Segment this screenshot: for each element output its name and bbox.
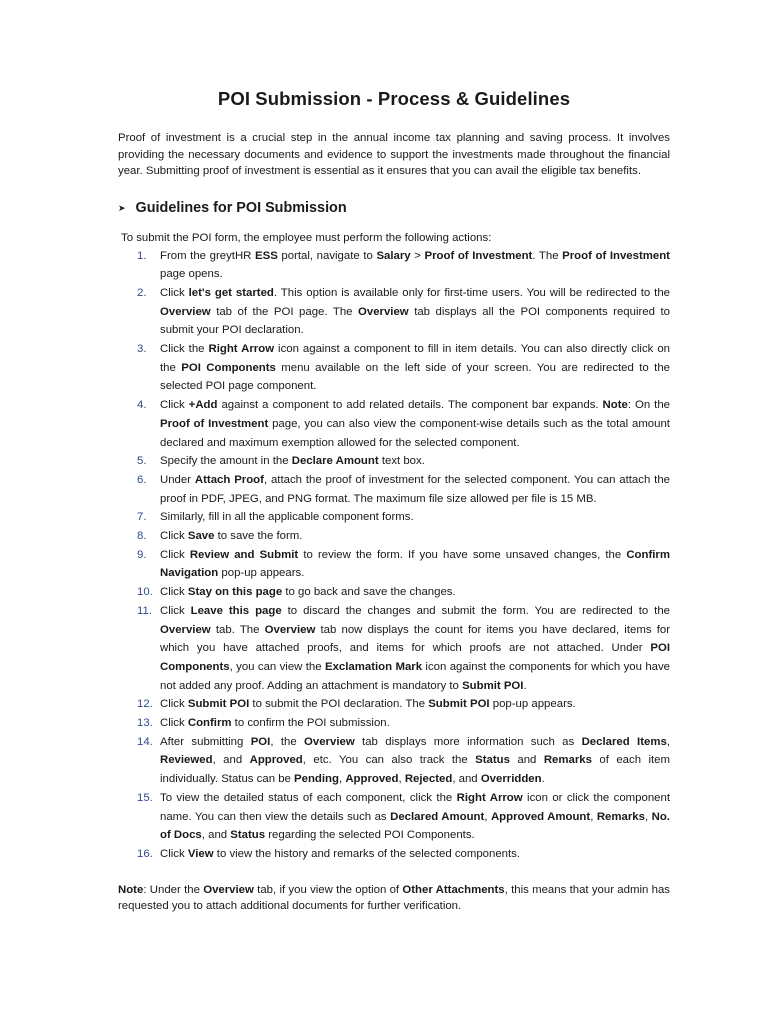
step-number: 10. <box>137 586 153 599</box>
bold-term: Attach Proof <box>194 473 264 486</box>
text-run: tab now displays the count for items you have declared, items for which you have attached proofs, and items for which proofs are not attached. Under <box>160 623 670 655</box>
text-run: Click <box>160 530 188 543</box>
section-heading <box>118 200 670 216</box>
text-run: to view the history and remarks of the selected components. <box>213 848 521 860</box>
bold-term: Overview <box>160 305 211 318</box>
bold-term: Overview <box>304 735 355 748</box>
text-run: , <box>590 810 597 823</box>
bold-term: Approved <box>345 773 399 786</box>
step-number: 8. <box>137 530 147 543</box>
text-run: Click <box>160 586 188 599</box>
bold-term: Note <box>118 883 144 896</box>
text-run: Similarly, fill in all the applicable component forms. <box>160 511 414 524</box>
text-run: to submit the POI declaration. The <box>249 698 429 711</box>
bold-term: Save <box>187 530 215 543</box>
text-run: , <box>338 773 346 786</box>
step-item <box>137 284 671 340</box>
step-item <box>137 396 671 452</box>
text-run: Click <box>160 848 188 860</box>
bold-term: ESS <box>255 249 278 262</box>
step-number: 1. <box>137 249 147 262</box>
step-number: 15. <box>137 791 153 804</box>
bold-term: Overview <box>203 883 254 896</box>
step-number: 3. <box>137 343 147 356</box>
text-run: page, you can also view the component-wise details such as the total amount declared and maximum exemption allowed for the selected component. <box>160 417 670 449</box>
arrow-bullet-icon: ➤ <box>118 203 126 213</box>
bold-term: Submit POI <box>428 698 490 711</box>
bold-term: Reviewed <box>160 754 213 767</box>
bold-term: Approved <box>249 754 303 767</box>
text-run: . <box>541 773 545 786</box>
text-run: to save the form. <box>214 530 303 543</box>
bold-term: Exclamation Mark <box>324 660 423 673</box>
bold-term: Proof of Investment <box>562 249 670 262</box>
step-text <box>160 287 670 336</box>
step-item <box>137 527 670 546</box>
text-run: regarding the selected POI Components. <box>265 829 475 842</box>
bold-term: POI Components <box>181 361 276 374</box>
bold-term: Rejected <box>404 773 453 786</box>
page-title: POI Submission - Process & Guidelines <box>217 88 571 109</box>
text-run: : Under the <box>143 883 204 896</box>
bold-term: No. of Docs <box>160 810 670 842</box>
bold-term: +Add <box>188 399 218 412</box>
text-run: , and <box>452 773 481 786</box>
text-run: icon against the components for which you have not added any proof. Adding an attachment is mandatory to <box>160 660 671 692</box>
text-run: Specify the amount in the <box>160 455 292 468</box>
text-run: To view the detailed status of each component, click the <box>160 791 457 804</box>
text-run: text box. <box>378 455 425 468</box>
text-run: page opens. <box>160 268 223 281</box>
step-item <box>137 508 670 527</box>
bold-term: Status <box>230 829 266 842</box>
text-run: tab displays all the POI components required to submit your POI declaration. <box>160 305 670 337</box>
step-item <box>137 714 670 733</box>
step-item <box>137 789 670 845</box>
text-run: , and <box>212 754 250 767</box>
text-run: , you can view the <box>229 660 325 673</box>
text-run: , <box>484 810 491 823</box>
step-number: 5. <box>137 455 147 468</box>
step-text <box>160 549 670 580</box>
bold-term: Right Arrow <box>456 791 523 804</box>
step-item <box>137 452 670 471</box>
text-run: Click <box>160 548 190 561</box>
step-item <box>137 546 670 583</box>
text-run: to review the form. If you have some unsaved changes, the <box>298 548 627 561</box>
step-text <box>160 848 520 860</box>
step-number: 9. <box>137 548 147 561</box>
step-item <box>137 471 670 508</box>
step-item <box>137 340 670 396</box>
step-text <box>160 605 670 692</box>
step-text <box>160 399 670 448</box>
text-run: pop-up appears. <box>218 567 305 580</box>
bold-term: Leave this page <box>190 604 282 617</box>
step-item <box>137 695 670 714</box>
text-run: . This option is available only for first-time users. You will be redirected to the <box>273 286 671 299</box>
step-text <box>160 530 302 542</box>
step-number: 7. <box>137 511 147 524</box>
bold-term: Confirm <box>187 717 232 730</box>
text-run: tab displays more information such as <box>354 735 582 748</box>
bold-term: Confirm Navigation <box>160 548 670 580</box>
step-text <box>160 474 670 505</box>
steps-list <box>118 247 670 864</box>
bold-term: Pending <box>294 773 339 786</box>
bold-term: Proof of Investment <box>424 249 533 262</box>
step-text <box>160 792 670 841</box>
text-run: , etc. You can also track the <box>302 754 476 767</box>
text-run: Click <box>160 286 189 299</box>
bold-term: Review and Submit <box>189 548 299 561</box>
step-number: 14. <box>137 735 153 748</box>
text-run: , the <box>270 735 305 748</box>
text-run: portal, navigate to <box>277 249 377 262</box>
text-run: tab, if you view the option of <box>253 883 403 896</box>
bold-term: Remarks <box>543 754 592 767</box>
step-item <box>137 845 670 864</box>
text-run: . The <box>532 249 563 262</box>
text-run: to discard the changes and submit the form. You are redirected to the <box>281 604 671 617</box>
step-item <box>137 583 670 602</box>
text-run: , this means that your admin has requested you to attach additional documents for further verification. <box>118 883 670 913</box>
step-number: 16. <box>137 848 153 860</box>
step-item <box>137 602 671 696</box>
bold-term: Submit POI <box>187 698 250 711</box>
section-heading-text: Guidelines for POI Submission <box>135 199 347 216</box>
text-run: pop-up appears. <box>489 698 576 711</box>
step-text <box>160 717 390 729</box>
text-run: After submitting <box>160 735 251 748</box>
text-run: , and <box>201 829 231 842</box>
bold-term: Overview <box>160 623 211 636</box>
step-number: 12. <box>137 698 153 711</box>
bold-term: Proof of Investment <box>160 417 269 430</box>
bold-term: Declared Amount <box>390 810 485 823</box>
text-run: , <box>666 735 670 748</box>
step-text <box>160 736 670 785</box>
bold-term: let's get started <box>188 286 274 299</box>
step-number: 11. <box>137 604 152 617</box>
text-run: tab of the POI page. The <box>210 305 358 318</box>
bold-term: Submit POI <box>462 679 524 692</box>
step-text <box>160 250 670 281</box>
bold-term: Declared Items <box>581 735 667 748</box>
text-run: icon or click the component name. You can then view the details such as <box>160 791 670 823</box>
text-run: tab. The <box>210 623 265 636</box>
text-run: , <box>644 810 652 823</box>
text-run: against a component to add related details. The component bar expands. <box>217 399 603 412</box>
bold-term: Stay on this page <box>187 586 283 599</box>
text-run: Click the <box>160 343 209 356</box>
bold-term: Remarks <box>596 810 645 823</box>
step-number: 2. <box>137 286 147 299</box>
step-text <box>160 455 425 467</box>
text-run: Click <box>160 717 188 730</box>
step-text <box>160 343 670 392</box>
text-run: of each item individually. Status can be <box>160 754 670 786</box>
text-run: From the greytHR <box>160 249 255 262</box>
bold-term: Note <box>602 399 628 412</box>
bold-term: Overview <box>264 623 316 636</box>
steps-intro: To submit the POI form, the employee must perform the following actions: <box>121 231 492 244</box>
bold-term: Overridden <box>480 773 542 786</box>
text-run: and <box>509 754 544 767</box>
bold-term: Declare Amount <box>291 455 379 468</box>
step-item <box>137 247 670 284</box>
text-run: to go back and save the changes. <box>282 586 456 599</box>
bold-term: Overview <box>358 305 409 318</box>
text-run: Click <box>160 604 191 617</box>
text-run: : On the <box>627 399 671 412</box>
step-number: 6. <box>137 473 147 486</box>
step-text <box>160 511 414 523</box>
bold-term: Approved Amount <box>490 810 591 823</box>
bold-term: Salary <box>376 249 411 262</box>
text-run: Click <box>160 698 188 711</box>
text-run: . <box>523 679 527 692</box>
note-paragraph <box>118 882 670 915</box>
text-run: Click <box>160 399 189 412</box>
text-run: menu available on the left side of your screen. You are redirected to the selected POI page component. <box>160 361 670 393</box>
text-run: to confirm the POI submission. <box>231 717 390 730</box>
bold-term: POI <box>250 735 271 748</box>
text-run: > <box>410 249 425 262</box>
step-text <box>160 586 456 598</box>
bold-term: Right Arrow <box>208 343 275 356</box>
step-number: 4. <box>137 399 147 412</box>
bold-term: Status <box>475 754 510 767</box>
text-run: , <box>398 773 405 786</box>
intro-paragraph: Proof of investment is a crucial step in the annual income tax planning and saving process. It involves providing the necessary documents and evidence to support the investments made throughout the financial year. Submitting proof of investment is essential as it ensures that you can avail the eligible tax benefits. <box>118 132 670 177</box>
text-run: Under <box>160 473 195 486</box>
bold-term: View <box>187 848 214 860</box>
bold-term: POI Components <box>160 642 670 673</box>
step-number: 13. <box>137 717 153 730</box>
step-text <box>160 698 576 710</box>
bold-term: Other Attachments <box>402 883 505 896</box>
text-run: , attach the proof of investment for the selected component. You can attach the proof in PDF, JPEG, and PNG format. The maximum file size allowed per file is 15 MB. <box>160 473 670 505</box>
step-item <box>137 733 670 789</box>
text-run: icon against a component to fill in item details. You can also directly click on the <box>160 343 670 374</box>
